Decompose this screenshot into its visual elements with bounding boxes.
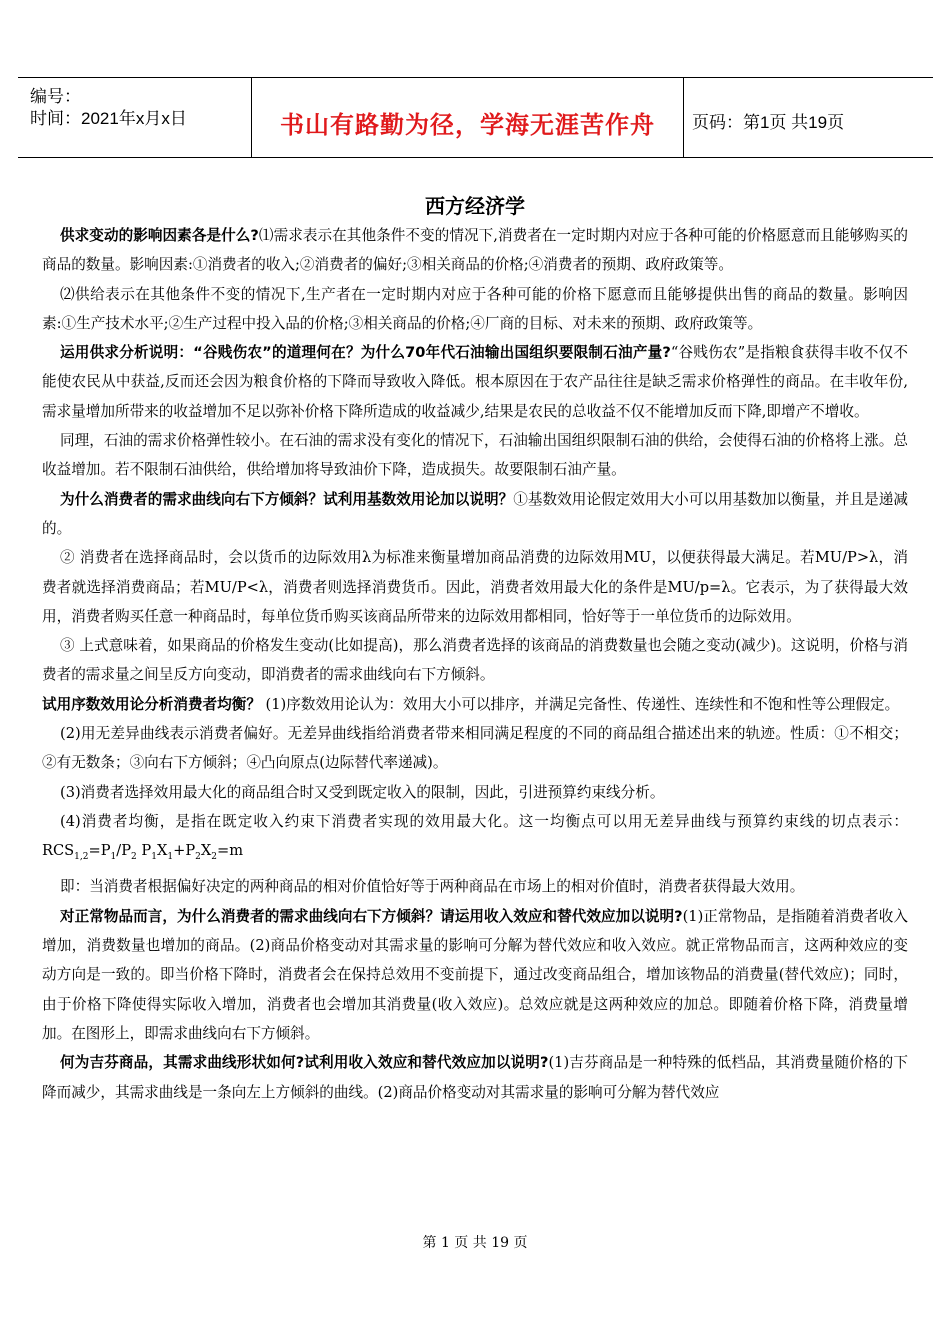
header-page-cell bbox=[684, 78, 933, 157]
paragraph bbox=[42, 902, 908, 1048]
paragraph bbox=[42, 631, 908, 690]
question-heading: 供求变动的影响因素各是什么? bbox=[60, 227, 259, 244]
paragraph bbox=[42, 485, 908, 544]
paragraph bbox=[42, 221, 908, 280]
paragraph-text: (1)吉芬商品是一种特殊的低档品，其消费量随价格的下降而减少，其需求曲线是一条向左上方倾斜的曲线。(2)商品价格变动对其需求量的影响可分解为替代效应 bbox=[42, 1054, 908, 1101]
paragraph bbox=[42, 719, 908, 778]
paragraph bbox=[42, 778, 908, 807]
question-heading: 对正常物品而言，为什么消费者的需求曲线向右下方倾斜？请运用收入效应和替代效应加以说明? bbox=[60, 907, 683, 925]
question-heading: 运用供求分析说明：“谷贱伤农”的道理何在？为什么70年代石油输出国组织要限制石油产量? bbox=[60, 344, 671, 362]
header-motto: 书山有路勤为径，学海无涯苦作舟 bbox=[280, 111, 655, 139]
paragraph-text: (3)消费者选择效用最大化的商品组合时又受到既定收入的限制，因此，引进预算约束线分析。 bbox=[60, 783, 665, 801]
header-meta-cell bbox=[18, 78, 252, 157]
paragraph-text: (2)用无差异曲线表示消费者偏好。无差异曲线指给消费者带来相同满足程度的不同的商品组合描述出来的轨迹。性质：①不相交；②有无数条；③向右下方倾斜；④凸向原点(边际替代率递减)。 bbox=[42, 725, 908, 772]
document-title: 西方经济学 bbox=[425, 194, 525, 218]
paragraph bbox=[42, 543, 908, 631]
page-footer: 第 1 页 共 19 页 bbox=[422, 1235, 528, 1251]
paragraph-text: (1)序数效用论认为：效用大小可以排序，并满足完备性、传递性、连续性和不饱和性等公理假定。 bbox=[260, 695, 900, 713]
paragraph-text: 即：当消费者根据偏好决定的两种商品的相对价值恰好等于两种商品在市场上的相对价值时，消费者获得最大效用。 bbox=[60, 878, 805, 896]
paragraph bbox=[42, 690, 908, 719]
paragraph-text: ①基数效用论假定效用大小可以用基数加以衡量，并且是递减的。 bbox=[42, 490, 908, 537]
paragraph-text: ⑴需求表示在其他条件不变的情况下,消费者在一定时期内对应于各种可能的价格愿意而且能够购买的商品的数量。影响因素:①消费者的收入;②消费者的偏好;③相关商品的价格;④消费者的预期、政府政策等。 bbox=[42, 227, 908, 274]
question-heading: 为什么消费者的需求曲线向右下方倾斜？试利用基数效用论加以说明？ bbox=[60, 490, 514, 508]
paragraph-text: ② 消费者在选择商品时，会以货币的边际效用λ为标准来衡量增加商品消费的边际效用MU，以便获得最大满足。若MU/P>λ，消费者就选择消费商品；若MU/P<λ，消费者则选择消费货币。因此，消费者效用最大化的条件是MU/p=λ。它表示，为了获得最大效用，消费者购买任意一种商品时，每单位货币购买该商品所带来的边际效用都相同，恰好等于一单位货币的边际效用。 bbox=[42, 549, 908, 625]
paragraph bbox=[42, 1048, 908, 1107]
page-header bbox=[18, 77, 933, 158]
paragraph bbox=[42, 338, 908, 426]
header-page-info: 页码：第1页 共19页 bbox=[692, 113, 845, 132]
paragraph-text: ⑵供给表示在其他条件不变的情况下,生产者在一定时期内对应于各种可能的价格下愿意而且能够提供出售的商品的数量。影响因素:①生产技术水平;②生产过程中投入品的价格;③相关商品的价格;④厂商的目标、对未来的预期、政府政策等。 bbox=[42, 285, 908, 332]
doc-date-label: 时间：2021年x月x日 bbox=[30, 109, 187, 128]
question-heading: 试用序数效用论分析消费者均衡？ bbox=[42, 695, 261, 713]
paragraph bbox=[42, 280, 908, 339]
paragraph bbox=[42, 426, 908, 485]
paragraph bbox=[42, 807, 908, 873]
paragraph bbox=[42, 872, 908, 901]
paragraph-text: ③ 上式意味着，如果商品的价格发生变动(比如提高)，那么消费者选择的该商品的消费数量也会随之变动(减少)。这说明，价格与消费者的需求量之间呈反方向变动，即消费者的需求曲线向右下方倾斜。 bbox=[42, 637, 908, 684]
header-motto-cell bbox=[252, 78, 684, 157]
paragraph-text: “谷贱伤农”是指粮食获得丰收不仅不能使农民从中获益,反而还会因为粮食价格的下降而导致收入降低。根本原因在于农产品往往是缺乏需求价格弹性的商品。在丰收年份,需求量增加所带来的收益增加不足以弥补价格下降所造成的收益减少,结果是农民的总收益不仅不能增加反而下降,即增产不增收。 bbox=[42, 344, 908, 420]
question-heading: 何为吉芬商品，其需求曲线形状如何?试利用收入效应和替代效应加以说明? bbox=[60, 1054, 549, 1072]
document-body bbox=[42, 221, 908, 1107]
paragraph-text: (1)正常物品，是指随着消费者收入增加，消费数量也增加的商品。(2)商品价格变动对其需求量的影响可分解为替代效应和收入效应。就正常物品而言，这两种效应的变动方向是一致的。即当价格下降时，消费者会在保持总效用不变前提下，通过改变商品组合，增加该物品的消费量(替代效应)；同时，由于价格下降使得实际收入增加，消费者也会增加其消费量(收入效应)。总效应就是这两种效应的加总。即随着价格下降，消费量增加。在图形上，即需求曲线向右下方倾斜。 bbox=[42, 907, 908, 1042]
doc-number-label: 编号： bbox=[30, 87, 81, 106]
paragraph-text: (4)消费者均衡，是指在既定收入约束下消费者实现的效用最大化。这一均衡点可以用无差异曲线与预算约束线的切点表示：$RCS_{1,2}=P_1/P_2$ $P_1X_1+P_2X_2=m$ bbox=[42, 812, 908, 863]
paragraph-text: 同理，石油的需求价格弹性较小。在石油的需求没有变化的情况下，石油输出国组织限制石油的供给，会使得石油的价格将上涨。总收益增加。若不限制石油供给，供给增加将导致油价下降，造成损失。故要限制石油产量。 bbox=[42, 432, 908, 479]
